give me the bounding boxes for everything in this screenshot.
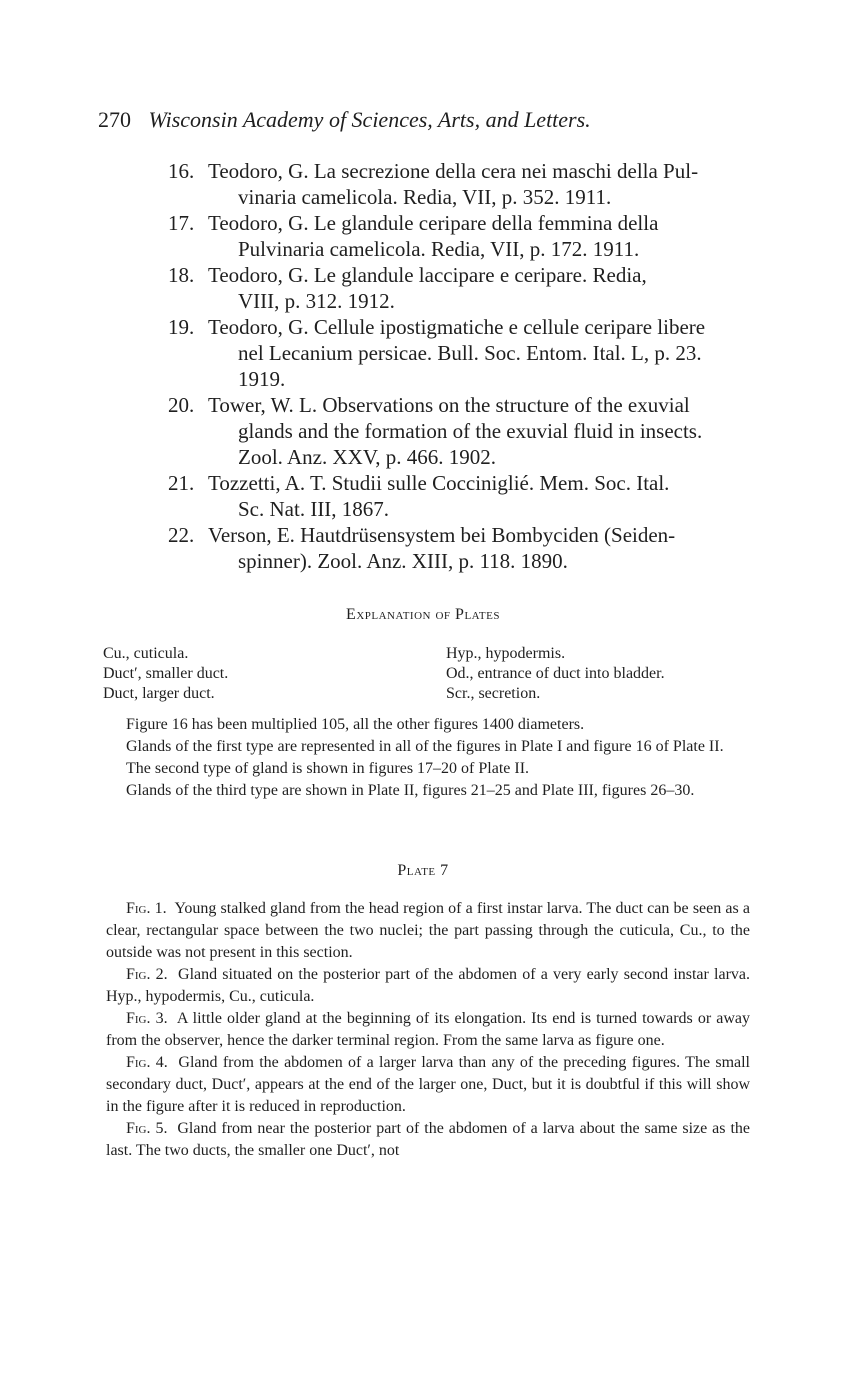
abbreviation-item: Cu., cuticula. — [103, 645, 189, 662]
figure-label: Fig. 2. — [126, 966, 168, 983]
reference-line: Tower, W. L. Observations on the structure of the exuvial — [208, 393, 690, 417]
abbreviation-item: Od., entrance of duct into bladder. — [446, 665, 665, 682]
reference-line: Tozzetti, A. T. Studii sulle Cocciniglié. Mem. Soc. Ital. — [208, 471, 670, 495]
explanation-paragraphs — [106, 714, 750, 802]
reference-line: Zool. Anz. XXV, p. 466. 1902. — [238, 445, 497, 469]
explanation-paragraph: Figure 16 has been multiplied 105, all the other figures 1400 diameters. — [126, 716, 585, 733]
figure-label: Fig. 1. — [126, 900, 167, 917]
reference-item — [98, 470, 750, 522]
explanation-paragraph: Glands of the first type are represented in all of the figures in Plate I and figure 16 of Plate II. — [126, 738, 724, 755]
explanation-heading: Explanation of Plates — [346, 606, 500, 623]
figure-text: Gland from the abdomen of a larger larva than any of the preceding figures. The small secondary duct, Duct′, appears at the end of the larger one, Duct, but it is doubtful if this will show in the figure after it is reduced in reproduction. — [106, 1054, 751, 1115]
reference-line: Teodoro, G. Cellule ipostigmatiche e cellule ceripare libere — [208, 315, 706, 339]
abbreviation-item: Hyp., hypodermis. — [446, 645, 566, 662]
reference-line: Teodoro, G. Le glandule ceripare della femmina della — [208, 211, 659, 235]
figure-text: A little older gland at the beginning of its elongation. Its end is turned towards or away from the observer, hence the darker terminal region. From the same larva as figure one. — [106, 1010, 750, 1049]
reference-line: Verson, E. Hautdrüsensystem bei Bombyciden (Seiden- — [208, 523, 676, 547]
reference-list — [98, 158, 750, 574]
reference-number: 21. — [168, 471, 195, 495]
reference-line: glands and the formation of the exuvial fluid in insects. — [238, 419, 703, 443]
page-number: 270 — [98, 107, 131, 132]
reference-number: 22. — [168, 523, 195, 547]
reference-number: 17. — [168, 211, 195, 235]
abbreviation-list-right — [446, 644, 665, 704]
figure-caption — [106, 898, 750, 964]
reference-item — [98, 314, 750, 392]
explanation-paragraph: The second type of gland is shown in figures 17–20 of Plate II. — [126, 760, 530, 777]
reference-item — [98, 158, 750, 210]
reference-number: 18. — [168, 263, 195, 287]
reference-line: vinaria camelicola. Redia, VII, p. 352. 1911. — [238, 185, 612, 209]
reference-item — [98, 392, 750, 470]
figure-text: Gland from near the posterior part of the abdomen of a larva about the same size as the last. The two ducts, the smaller one Duct′, not — [106, 1120, 751, 1159]
reference-line: Pulvinaria camelicola. Redia, VII, p. 172. 1911. — [238, 237, 640, 261]
figure-label: Fig. 4. — [126, 1054, 168, 1071]
abbreviation-list-left — [103, 644, 228, 704]
figure-caption — [106, 964, 750, 1008]
figure-text: Gland situated on the posterior part of the abdomen of a very early second instar larva. Hyp., hypodermis, Cu., cuticula. — [106, 966, 751, 1005]
running-head — [98, 106, 758, 134]
reference-line: spinner). Zool. Anz. XIII, p. 118. 1890. — [238, 549, 568, 573]
journal-title: Wisconsin Academy of Sciences, Arts, and Letters. — [148, 107, 591, 132]
figure-label: Fig. 3. — [126, 1010, 168, 1027]
abbreviation-item: Scr., secretion. — [446, 685, 541, 702]
plate-heading: Plate 7 — [397, 862, 449, 879]
reference-line: nel Lecanium persicae. Bull. Soc. Entom. Ital. L, p. 23. — [238, 341, 702, 365]
figure-caption — [106, 1052, 750, 1118]
reference-number: 20. — [168, 393, 195, 417]
reference-line: 1919. — [238, 367, 286, 391]
reference-item — [98, 262, 750, 314]
figure-caption — [106, 1008, 750, 1052]
figure-text: Young stalked gland from the head region of a first instar larva. The duct can be seen as a clear, rectangular space between the two nuclei; the part passing through the cuticula, Cu., to the outside was not present in this section. — [106, 900, 751, 961]
reference-item — [98, 210, 750, 262]
reference-number: 19. — [168, 315, 195, 339]
abbreviation-item: Duct′, smaller duct. — [103, 665, 229, 682]
reference-line: Teodoro, G. Le glandule laccipare e ceripare. Redia, — [208, 263, 647, 287]
reference-item — [98, 522, 750, 574]
abbreviation-item: Duct, larger duct. — [103, 685, 215, 702]
explanation-paragraph: Glands of the third type are shown in Plate II, figures 21–25 and Plate III, figures 26–30. — [126, 782, 695, 799]
figure-label: Fig. 5. — [126, 1120, 168, 1137]
reference-number: 16. — [168, 159, 195, 183]
figure-caption — [106, 1118, 750, 1162]
figure-captions — [106, 898, 750, 1162]
reference-line: VIII, p. 312. 1912. — [238, 289, 395, 313]
reference-line: Teodoro, G. La secrezione della cera nei maschi della Pul- — [208, 159, 699, 183]
reference-line: Sc. Nat. III, 1867. — [238, 497, 390, 521]
